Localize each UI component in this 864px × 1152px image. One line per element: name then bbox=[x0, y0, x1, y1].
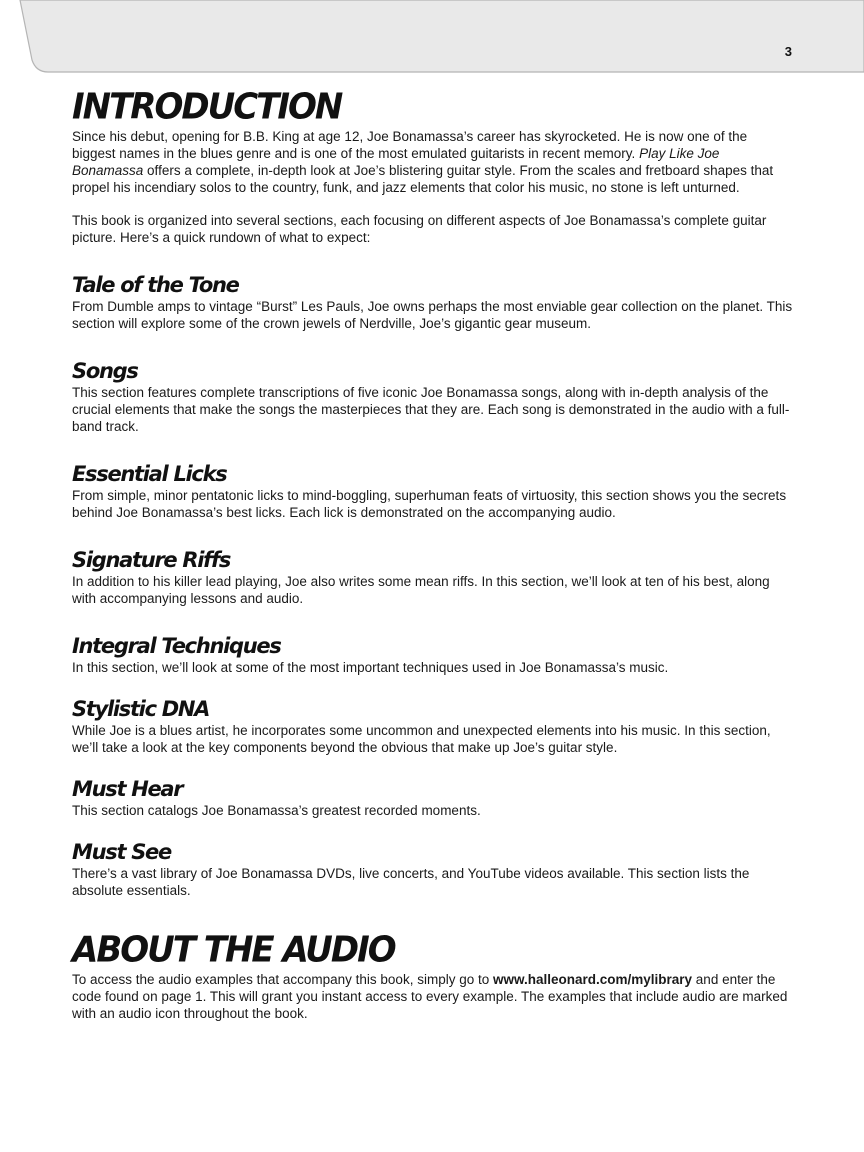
intro-paragraph-2: This book is organized into several sections, each focusing on different aspects of Joe Bonamassa’s complete guitar picture. Here’s a quick rundown of what to expect: bbox=[72, 213, 767, 245]
section-stylistic-dna bbox=[72, 696, 794, 756]
section-essential-licks bbox=[72, 461, 794, 521]
section-songs bbox=[72, 358, 794, 435]
section-title: Must Hear bbox=[72, 777, 183, 801]
about-audio-heading: ABOUT THE AUDIO bbox=[72, 929, 395, 971]
page-number: 3 bbox=[784, 44, 792, 59]
section-title: Must See bbox=[72, 840, 171, 864]
section-signature-riffs bbox=[72, 547, 794, 607]
header-tab-band bbox=[0, 0, 864, 75]
section-integral-techniques bbox=[72, 633, 794, 676]
section-title: Tale of the Tone bbox=[72, 273, 239, 297]
section-title: Signature Riffs bbox=[72, 548, 231, 572]
page-content bbox=[72, 88, 794, 1022]
section-title: Stylistic DNA bbox=[72, 697, 210, 721]
intro-p1-text-b: offers a complete, in-depth look at Joe’s blistering guitar style. From the scales and fretboard shapes that propel his incendiary solos to the country, funk, and jazz elements that color his music, no stone is left unturned. bbox=[72, 163, 774, 195]
intro-paragraph-1 bbox=[72, 128, 794, 196]
section-text: In addition to his killer lead playing, Joe also writes some mean riffs. In this section, we’ll look at ten of his best, along with accompanying lessons and audio. bbox=[72, 574, 770, 606]
book-title-italic: Play Like Joe Bonamassa bbox=[72, 146, 720, 178]
section-title: Songs bbox=[72, 359, 138, 383]
about-audio-text bbox=[72, 971, 794, 1022]
section-tale-of-the-tone bbox=[72, 272, 794, 332]
section-text: This section catalogs Joe Bonamassa’s greatest recorded moments. bbox=[72, 803, 481, 818]
section-text: In this section, we’ll look at some of the most important techniques used in Joe Bonamassa’s music. bbox=[72, 660, 669, 675]
section-text: From simple, minor pentatonic licks to mind-boggling, superhuman feats of virtuosity, this section shows you the secrets behind Joe Bonamassa’s best licks. Each lick is demonstrated on the accompanying audio. bbox=[72, 488, 787, 520]
mylibrary-url: www.halleonard.com/mylibrary bbox=[492, 972, 693, 987]
section-must-hear bbox=[72, 776, 794, 819]
about-audio-text-b: and enter the code found on page 1. This will grant you instant access to every example. The examples that include audio are marked with an audio icon throughout the book. bbox=[72, 972, 788, 1021]
section-text: This section features complete transcriptions of five iconic Joe Bonamassa songs, along with in-depth analysis of the crucial elements that make the songs the masterpieces that they are. Each song is demonstrated in the audio with a full-band track. bbox=[72, 385, 790, 434]
section-text: While Joe is a blues artist, he incorporates some uncommon and unexpected elements into his music. In this section, we’ll take a look at the key components beyond the obvious that make up Joe’s guitar style. bbox=[72, 723, 771, 755]
section-title: Essential Licks bbox=[72, 462, 227, 486]
section-text: From Dumble amps to vintage “Burst” Les Pauls, Joe owns perhaps the most enviable gear collection on the planet. This section will explore some of the crown jewels of Nerdville, Joe’s gigantic gear museum. bbox=[72, 299, 793, 331]
introduction-heading: INTRODUCTION bbox=[72, 86, 342, 128]
section-must-see bbox=[72, 839, 794, 899]
section-text: There’s a vast library of Joe Bonamassa DVDs, live concerts, and YouTube videos available. This section lists the absolute essentials. bbox=[72, 866, 750, 898]
about-audio-text-a: To access the audio examples that accompany this book, simply go to bbox=[72, 972, 493, 987]
section-title: Integral Techniques bbox=[72, 634, 281, 658]
intro-p1-text-a: Since his debut, opening for B.B. King at age 12, Joe Bonamassa’s career has skyrocketed. He is now one of the biggest names in the blues genre and is one of the most emulated guitarists in recent memory. bbox=[72, 129, 748, 161]
section-about-the-audio bbox=[72, 931, 794, 1022]
